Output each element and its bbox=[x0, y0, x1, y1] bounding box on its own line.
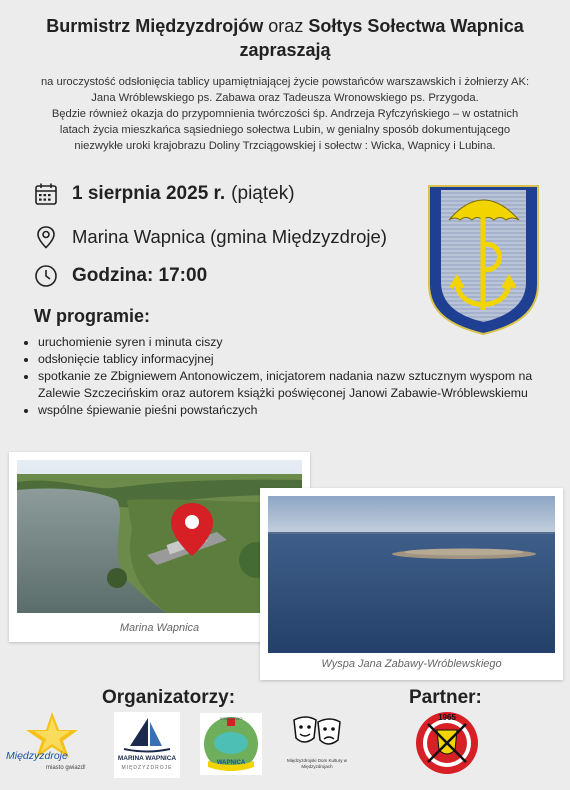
calendar-icon bbox=[34, 182, 58, 206]
logo3-text: WAPNICA bbox=[216, 760, 246, 766]
invite-word: zapraszają bbox=[239, 40, 331, 60]
event-hour-row bbox=[34, 264, 207, 288]
island-caption: Wyspa Jana Zabawy-Wróblewskiego bbox=[321, 658, 502, 670]
theatre-masks-icon bbox=[282, 712, 352, 756]
logo5-year: 1965 bbox=[438, 713, 456, 722]
event-weekday: (piątek) bbox=[231, 183, 295, 204]
event-place: Marina Wapnica (gmina Międzyzdroje) bbox=[72, 226, 387, 247]
partner-heading: Partner: bbox=[409, 687, 482, 708]
and-text: oraz bbox=[263, 16, 309, 36]
event-hour: Godzina: 17:00 bbox=[72, 265, 208, 286]
intro-line: Jana Wróblewskiego ps. Zabawa oraz Tadeusza Wronowskiego ps. Przygoda. bbox=[91, 92, 479, 104]
invitation-title bbox=[0, 14, 570, 62]
clock-icon bbox=[34, 264, 58, 288]
marina-caption: Marina Wapnica bbox=[119, 622, 200, 634]
island-photo-card bbox=[260, 488, 563, 680]
intro-line: Będzie również okazja do przypomnienia twórczości śp. Andrzeja Ryfczyńskiego – w ostatnich bbox=[51, 108, 519, 120]
partner-logo bbox=[414, 710, 480, 776]
mdk-logo bbox=[282, 712, 352, 778]
list-item: • odsłonięcie tablicy informacyjnej bbox=[38, 351, 568, 368]
list-item: • uruchomienie syren i minuta ciszy bbox=[38, 334, 568, 351]
organizers-heading: Organizatorzy: bbox=[102, 687, 236, 708]
logo2-sub: MIĘDZYZDROJE bbox=[121, 765, 173, 771]
location-pin-icon bbox=[34, 225, 58, 249]
intro-line: niezwykłe uroki krajobrazu Doliny Trzciągowskiej i sołectw : Wicka, Wapnicy i Lubina. bbox=[74, 140, 496, 152]
logo4-text: Międzyzdrojski Dom Kultury w Międzyzdrojach bbox=[286, 758, 347, 769]
event-place-row bbox=[34, 225, 387, 249]
logo1-text: Międzyzdroje bbox=[6, 750, 68, 762]
logo2-text: MARINA WAPNICA bbox=[117, 755, 177, 762]
program-list bbox=[22, 334, 568, 419]
event-date: 1 sierpnia 2025 r. bbox=[72, 183, 226, 204]
island-photo bbox=[268, 496, 555, 653]
marina-wapnica-logo bbox=[114, 712, 180, 778]
list-item: • spotkanie ze Zbigniewem Antonowiczem, inicjatorem nadania nazw sztucznym wyspom na Zalewie Szczecińskim oraz autorem książki poświęconej Janowi Zabawie-Wróblewskiemu bbox=[38, 368, 568, 402]
list-item: • wspólne śpiewanie pieśni powstańczych bbox=[38, 402, 568, 419]
sailboat-icon bbox=[114, 714, 180, 754]
intro-line: na uroczystość odsłonięcia tablicy upamiętniającej życie powstańców warszawskich i żołnierzy AK: bbox=[40, 76, 530, 88]
logo3-sub: SOŁECTWO bbox=[219, 716, 243, 721]
solectwo-wapnica-logo bbox=[200, 713, 262, 775]
mayor-name: Burmistrz Międzyzdrojów bbox=[46, 16, 264, 36]
village-head-name: Sołtys Sołectwa Wapnica bbox=[308, 16, 524, 36]
program-heading: W programie: bbox=[34, 306, 151, 326]
miedzyzdroje-logo bbox=[6, 710, 94, 778]
kotwica-emblem-icon bbox=[427, 184, 540, 336]
intro-line: latach życia mieszkańca sąsiedniego sołectwa Lubin, w genialny sposób dokumentującego bbox=[59, 124, 511, 136]
logo1-sub: miasto gwiazd! bbox=[46, 765, 86, 771]
event-date-row bbox=[34, 182, 295, 206]
intro-text bbox=[20, 74, 550, 154]
